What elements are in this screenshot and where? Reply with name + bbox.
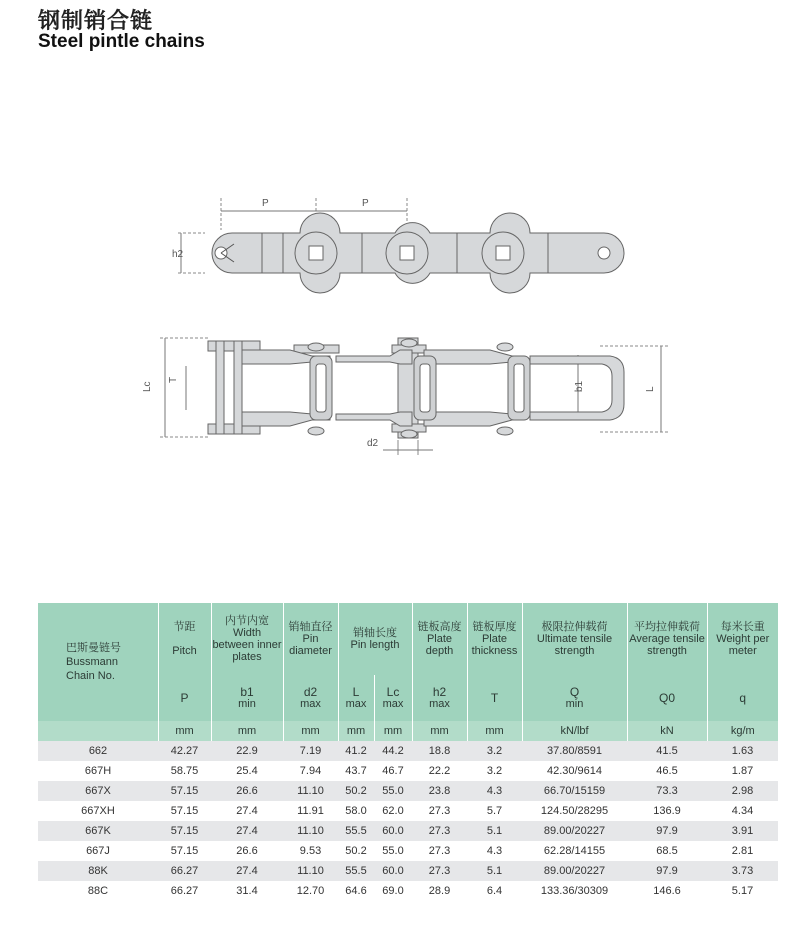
cell-chain-no: 88K [38,861,158,881]
unit-weight: kg/m [707,721,778,741]
cell-pitch: 66.27 [158,881,211,901]
cell-pitch: 57.15 [158,821,211,841]
cell-pin-length-lc: 46.7 [374,761,412,781]
cell-average-strength: 97.9 [627,821,707,841]
side-view [178,198,624,293]
sym-b1: b1 min [211,675,283,721]
table-row [38,841,778,861]
table-row [38,781,778,801]
cell-ultimate-strength: 66.70/15159 [522,781,627,801]
cell-weight: 3.91 [707,821,778,841]
cell-pin-length-lc: 44.2 [374,741,412,761]
dim-label-t: T [168,376,179,383]
dim-label-lc: Lc [142,381,153,392]
sym-h2: h2 max [412,675,467,721]
table-row [38,821,778,841]
dim-label-p2: P [362,198,369,209]
dim-label-p1: P [262,198,269,209]
cell-ultimate-strength: 133.36/30309 [522,881,627,901]
cell-plate-thickness: 6.4 [467,881,522,901]
spec-table-body [38,741,778,901]
unit-chain-blank [38,721,158,741]
sym-p: P [158,675,211,721]
cell-pin-length-lc: 60.0 [374,821,412,841]
table-row [38,741,778,761]
cell-chain-no: 667K [38,821,158,841]
cell-pin-length-l: 50.2 [338,841,374,861]
cell-pin-length-lc: 60.0 [374,861,412,881]
cell-weight: 2.81 [707,841,778,861]
cell-pin-diameter: 9.53 [283,841,338,861]
table-row [38,881,778,901]
cell-weight: 1.87 [707,761,778,781]
cell-width: 31.4 [211,881,283,901]
cell-plate-depth: 27.3 [412,841,467,861]
cell-weight: 2.98 [707,781,778,801]
cell-pitch: 57.15 [158,801,211,821]
unit-p: mm [158,721,211,741]
cell-average-strength: 136.9 [627,801,707,821]
cell-average-strength: 41.5 [627,741,707,761]
cell-pin-length-l: 50.2 [338,781,374,801]
table-row [38,761,778,781]
cell-ultimate-strength: 89.00/20227 [522,861,627,881]
cell-pitch: 58.75 [158,761,211,781]
cell-plate-depth: 18.8 [412,741,467,761]
dim-label-d2: d2 [367,438,379,449]
unit-q0: kN [627,721,707,741]
col-header-ultimate-strength: 极限拉伸载荷 Ultimate tensile strength [522,603,627,675]
cell-width: 25.4 [211,761,283,781]
cell-weight: 3.73 [707,861,778,881]
cell-chain-no: 667X [38,781,158,801]
unit-lc: mm [374,721,412,741]
cell-ultimate-strength: 124.50/28295 [522,801,627,821]
col-header-pitch: 节距 Pitch [158,603,211,675]
cell-pin-diameter: 11.91 [283,801,338,821]
cell-average-strength: 73.3 [627,781,707,801]
cell-width: 22.9 [211,741,283,761]
page-title-en: Steel pintle chains [38,31,205,52]
unit-h2: mm [412,721,467,741]
col-header-weight: 每米长重 Weight per meter [707,603,778,675]
cell-width: 27.4 [211,801,283,821]
cell-pin-length-lc: 55.0 [374,841,412,861]
cell-width: 26.6 [211,841,283,861]
cell-pin-length-l: 58.0 [338,801,374,821]
cell-plate-thickness: 3.2 [467,761,522,781]
table-row [38,801,778,821]
table-row [38,861,778,881]
cell-average-strength: 46.5 [627,761,707,781]
cell-weight: 4.34 [707,801,778,821]
dim-label-h2: h2 [172,249,184,260]
cell-pin-length-l: 55.5 [338,861,374,881]
cell-pin-diameter: 7.94 [283,761,338,781]
cell-plate-thickness: 5.7 [467,801,522,821]
sym-q-weight: q [707,675,778,721]
cell-ultimate-strength: 42.30/9614 [522,761,627,781]
cell-pin-length-l: 55.5 [338,821,374,841]
cell-pitch: 42.27 [158,741,211,761]
sym-l: L max [338,675,374,721]
cell-plate-thickness: 5.1 [467,821,522,841]
cell-average-strength: 68.5 [627,841,707,861]
col-header-plate-thickness: 链板厚度 Plate thickness [467,603,522,675]
cell-pin-diameter: 11.10 [283,861,338,881]
dim-label-b1: b1 [574,380,585,392]
cell-pin-diameter: 7.19 [283,741,338,761]
col-header-pin-diameter: 销轴直径 Pin diameter [283,603,338,675]
cell-pitch: 66.27 [158,861,211,881]
cell-chain-no: 88C [38,881,158,901]
unit-b1: mm [211,721,283,741]
cell-chain-no: 667J [38,841,158,861]
cell-pin-length-lc: 69.0 [374,881,412,901]
cell-pin-diameter: 12.70 [283,881,338,901]
unit-d2: mm [283,721,338,741]
chain-no-header: 巴斯曼链号 Bussmann Chain No. [38,603,158,721]
unit-t: mm [467,721,522,741]
cell-pitch: 57.15 [158,781,211,801]
cell-plate-thickness: 3.2 [467,741,522,761]
cell-pin-diameter: 11.10 [283,781,338,801]
cell-pin-length-lc: 55.0 [374,781,412,801]
cell-plate-depth: 27.3 [412,861,467,881]
unit-q: kN/lbf [522,721,627,741]
cell-chain-no: 667H [38,761,158,781]
cell-ultimate-strength: 89.00/20227 [522,821,627,841]
cell-average-strength: 146.6 [627,881,707,901]
cell-ultimate-strength: 62.28/14155 [522,841,627,861]
cell-pin-length-l: 64.6 [338,881,374,901]
sym-q0: Q0 [627,675,707,721]
sym-t: T [467,675,522,721]
cell-weight: 5.17 [707,881,778,901]
cell-width: 26.6 [211,781,283,801]
dim-label-l: L [645,386,656,392]
col-header-plate-depth: 链板高度 Plate depth [412,603,467,675]
spec-table [38,603,778,901]
cell-chain-no: 667XH [38,801,158,821]
cell-average-strength: 97.9 [627,861,707,881]
col-header-average-strength: 平均拉伸载荷 Average tensile strength [627,603,707,675]
cell-plate-thickness: 4.3 [467,841,522,861]
cell-pitch: 57.15 [158,841,211,861]
cell-ultimate-strength: 37.80/8591 [522,741,627,761]
cell-pin-length-l: 43.7 [338,761,374,781]
cell-plate-thickness: 4.3 [467,781,522,801]
col-header-width: 内节内宽 Width between inner plates [211,603,283,675]
cell-plate-thickness: 5.1 [467,861,522,881]
cell-pin-diameter: 11.10 [283,821,338,841]
cell-width: 27.4 [211,821,283,841]
sym-q: Q min [522,675,627,721]
unit-l: mm [338,721,374,741]
cell-width: 27.4 [211,861,283,881]
cell-plate-depth: 28.9 [412,881,467,901]
cell-pin-length-lc: 62.0 [374,801,412,821]
cell-plate-depth: 27.3 [412,821,467,841]
sym-lc: Lc max [374,675,412,721]
cell-weight: 1.63 [707,741,778,761]
cell-pin-length-l: 41.2 [338,741,374,761]
cell-plate-depth: 23.8 [412,781,467,801]
col-header-pin-length: 销轴长度 Pin length [338,603,412,675]
page-title-cn: 钢制销合链 [38,9,154,34]
sym-d2: d2 max [283,675,338,721]
plan-view [160,338,668,455]
cell-plate-depth: 22.2 [412,761,467,781]
cell-chain-no: 662 [38,741,158,761]
cell-plate-depth: 27.3 [412,801,467,821]
